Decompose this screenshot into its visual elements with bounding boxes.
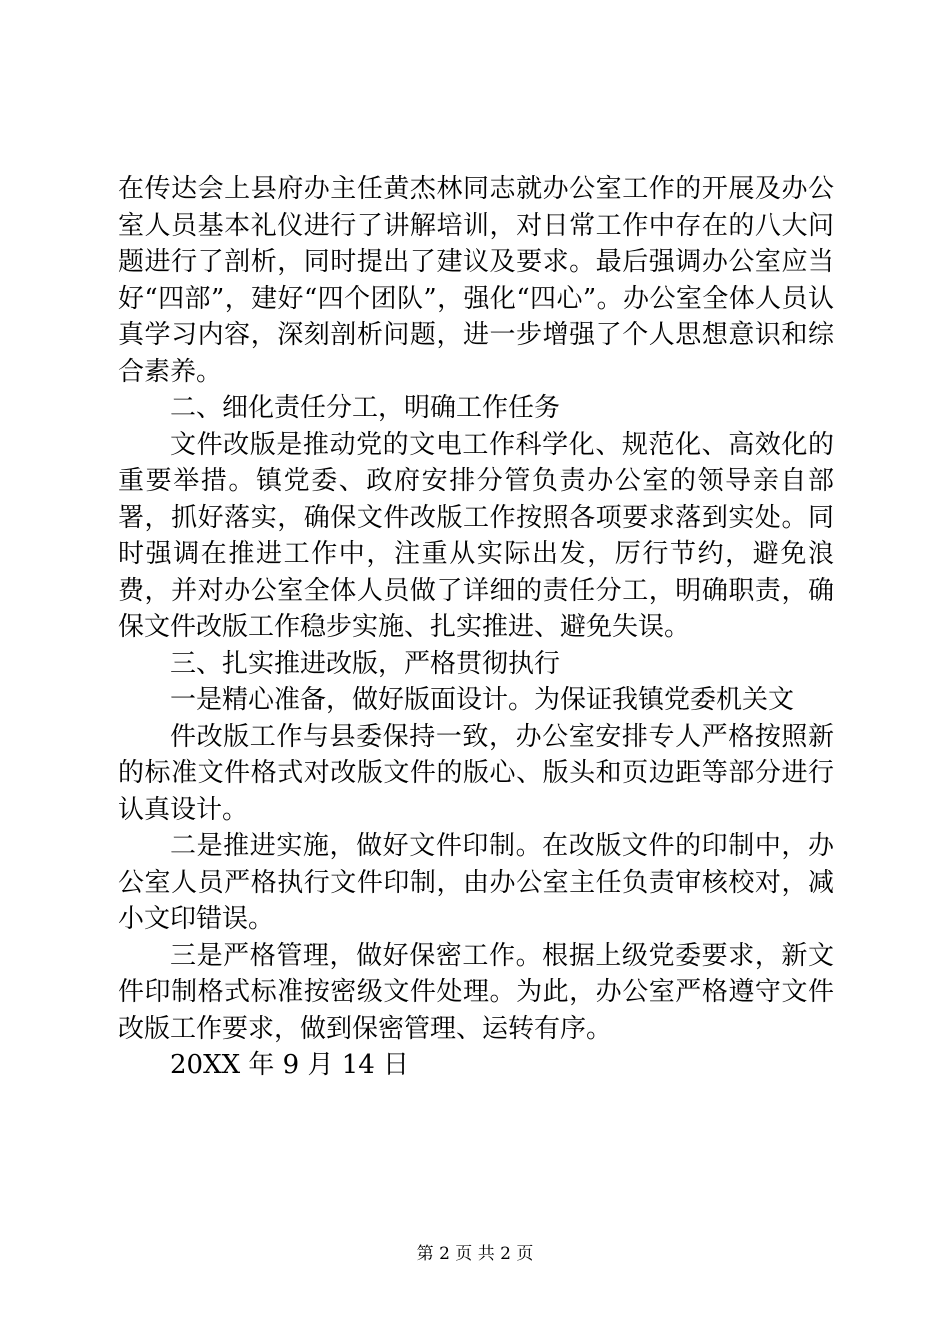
- paragraph-responsibility: 文件改版是推动党的文电工作科学化、规范化、高效化的重要举措。镇党委、政府安排分管负责办公室的领导亲自部署，抓好落实，确保文件改版工作按照各项要求落到实处。同时强调在推进工作中，注重从实际出发，厉行节约，避免浪费，并对办公室全体人员做了详细的责任分工，明确职责，确保文件改版工作稳步实施、扎实推进、避免失误。: [118, 429, 834, 642]
- page-number-footer: 第 2 页 共 2 页: [416, 1244, 534, 1264]
- section-heading-3: 三、扎实推进改版，严格贯彻执行: [170, 648, 561, 679]
- section-heading-2: 二、细化责任分工，明确工作任务: [170, 393, 561, 423]
- paragraph-design-intro: 一是精心准备，做好版面设计。为保证我镇党委机关文: [170, 685, 795, 715]
- document-date: 20XX 年 9 月 14 日: [170, 1050, 410, 1080]
- document-body: [118, 171, 834, 1084]
- paragraph-printing: 二是推进实施，做好文件印制。在改版文件的印制中，办公室人员严格执行文件印制，由办公室主任负责审核校对，减小文印错误。: [118, 831, 834, 934]
- paragraph-confidentiality: 三是严格管理，做好保密工作。根据上级党委要求，新文件印制格式标准按密级文件处理。为此，办公室严格遵守文件改版工作要求，做到保密管理、运转有序。: [118, 940, 834, 1044]
- paragraph-training-summary: 在传达会上县府办主任黄杰林同志就办公室工作的开展及办公室人员基本礼仪进行了讲解培训，对日常工作中存在的八大问题进行了剖析，同时提出了建议及要求。最后强调办公室应当好“四部”，建好“四个团队”，强化“四心”。办公室全体人员认真学习内容，深刻剖析问题，进一步增强了个人思想意识和综合素养。: [118, 174, 834, 387]
- paragraph-design-detail: 件改版工作与县委保持一致，办公室安排专人严格按照新的标准文件格式对改版文件的版心、版头和页边距等部分进行认真设计。: [118, 721, 834, 825]
